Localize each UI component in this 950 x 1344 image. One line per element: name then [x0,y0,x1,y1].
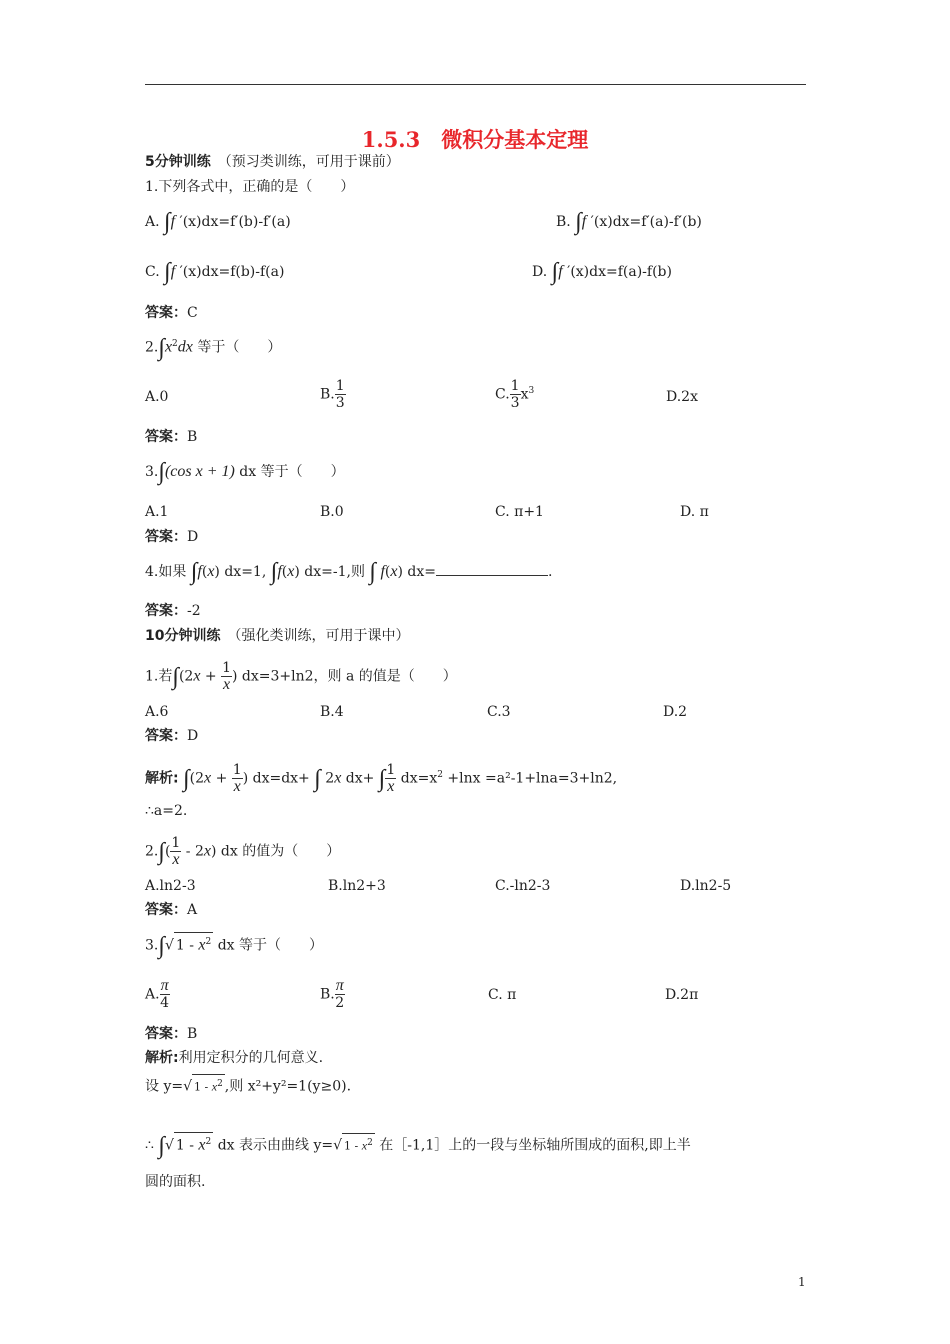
q3-option-a[interactable]: A.1 [145,504,169,520]
r2-option-a[interactable]: A.ln2-3 [145,878,196,894]
q1-option-a[interactable]: A. ∫f ′(x)dx=f′(b)-f′(a) [145,209,291,235]
q2-option-c[interactable]: C. $\frac{1}{3}$ $x^3$ [495,378,535,411]
section-2-heading: 10分钟训练 （强化类训练，可用于课中） [145,628,410,644]
r3-option-b[interactable]: B. $\frac{\pi}{2}$ [320,977,345,1011]
q3-option-d[interactable]: D. π [680,504,709,520]
r1-option-c[interactable]: C.3 [487,704,511,720]
r1-option-d[interactable]: D.2 [663,704,688,720]
q3-option-b[interactable]: B.0 [320,504,344,520]
r1-option-a[interactable]: A.6 [145,704,169,720]
q2-option-a[interactable]: A.0 [145,389,169,405]
header-rule [145,84,806,85]
r2-option-c[interactable]: C.-ln2-3 [495,878,551,894]
r3-option-c[interactable]: C. π [488,987,517,1003]
page-number: 1 [798,1275,806,1289]
r3-set: 设 y=√ $1 - x^2$ ,则 x²+y²=1(y≥0). [145,1074,351,1097]
q3-answer: 答案：D [145,529,199,545]
q2-answer: 答案：B [145,429,198,445]
q1-answer: 答案：C [145,305,198,321]
r3-solution: 解析:利用定积分的几何意义. [145,1050,324,1066]
r3-answer: 答案：B [145,1026,198,1042]
q4-stem: 4.如果 ∫f(x) dx=1, ∫f(x) dx=-1,则 ∫ f(x) dx= . [145,559,553,585]
r1-answer: 答案：D [145,728,199,744]
q2-stem: $2.\int x^2dx$ 等于（ ） [145,334,282,361]
r2-option-b[interactable]: B.ln2+3 [328,878,386,894]
page-title: 1.5.3 微积分基本定理 [361,127,589,152]
r3-stem: 3.∫√ $1 - x^2$ dx 等于（ ） [145,932,324,959]
q1-option-b[interactable]: B. ∫f ′(x)dx=f′(a)-f′(b) [556,209,702,235]
r2-answer: 答案：A [145,902,198,918]
q3-option-c[interactable]: C. π+1 [495,504,544,520]
r1-stem: 1.若∫(2x + $\frac{1}{x}$ ) dx=3+ln2，则 a 的值是（ ） [145,660,457,693]
r3-therefore-end: 圆的面积. [145,1174,206,1190]
r1-solution: 解析: ∫(2x + $\frac{1}{x}$ ) dx=dx+ ∫ 2x dx+ ∫ $\frac{1}{x}$ $dx=x^2 +\ln x =a^2-1+\ln a=3+\ln 2$, [145,762,618,795]
q2-option-d[interactable]: D.2x [666,389,698,405]
q1-stem: 1.下列各式中，正确的是（ ） [145,179,355,195]
q1-option-c[interactable]: C. ∫f ′(x)dx=f(b)-f(a) [145,259,285,285]
q4-answer: 答案：-2 [145,603,201,619]
r1-conclusion: ∴a=2. [145,803,188,819]
r2-option-d[interactable]: D.ln2-5 [680,878,732,894]
r3-therefore: ∴ ∫√ $1 - x^2$ dx 表示由曲线 y=√ $1 - x^2$ 在［-1,1］上的一段与坐标轴所围成的面积,即上半 [145,1132,691,1159]
r2-stem: 2.∫( $\frac{1}{x}$ - 2x) dx 的值为（ ） [145,835,341,868]
r3-option-d[interactable]: D.2π [665,987,699,1003]
q1-option-d[interactable]: D. ∫f ′(x)dx=f(a)-f(b) [532,259,672,285]
q4-answer-blank[interactable] [436,575,548,576]
q3-stem: 3.∫(cos x + 1) dx 等于（ ） [145,459,345,485]
r3-option-a[interactable]: A. $\frac{\pi}{4}$ [145,977,170,1011]
q2-option-b[interactable]: B. $\frac{1}{3}$ [320,378,345,411]
r1-option-b[interactable]: B.4 [320,704,344,720]
section-1-heading: 5分钟训练 （预习类训练，可用于课前） [145,154,400,170]
